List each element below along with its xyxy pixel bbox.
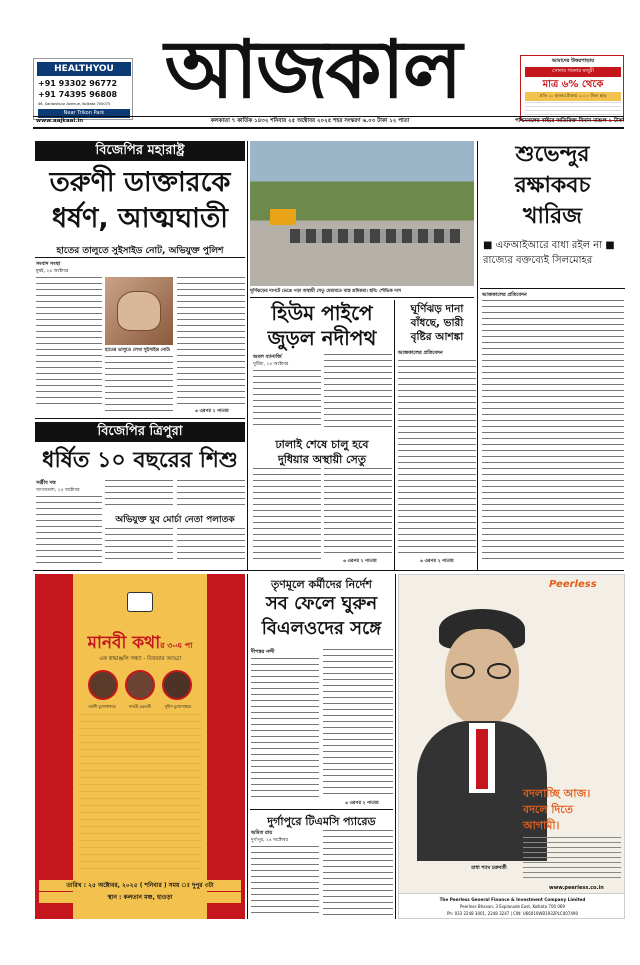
healthyou-phone-2: +91 74395 96808	[38, 90, 118, 99]
column-rule-2	[477, 141, 478, 570]
healthyou-phone-1: +91 93302 96772	[38, 79, 118, 88]
glasses-lens-left	[451, 663, 475, 679]
story4-headline-line-2[interactable]: বাঁধছে, ভারী	[410, 317, 464, 329]
story7-rule	[250, 809, 393, 810]
peerless-footer	[399, 893, 625, 919]
story3-body-col-3	[253, 468, 321, 563]
peerless-address: Peerless Bhavan, 3 Esplanade East, Kolkata 700 069	[460, 904, 565, 909]
story4-byline: আজকালের প্রতিবেদন	[398, 350, 443, 356]
glasses-icon	[451, 663, 513, 679]
event-ad-date: তারিখ : ২৫ অক্টোবর, ২০২৫ ( শনিবার ) সময় ঃ দুপুর ৩টা	[39, 880, 241, 891]
dateline-rule-bottom	[33, 127, 624, 129]
story1-subhead: হাতের তালুতে সুইসাইড নোট, অভিযুক্ত পুলিশ	[56, 246, 224, 256]
story3-headline-line-2[interactable]: জুড়ল নদীপথ	[267, 326, 377, 350]
story2-body-col-1	[36, 496, 102, 564]
story1-body-col-2	[105, 356, 173, 416]
story5-rule	[480, 288, 625, 289]
peerless-website[interactable]: www.peerless.co.in	[549, 885, 604, 891]
dateline-rule-top	[33, 116, 624, 117]
healthyou-ad[interactable]	[33, 58, 133, 120]
guest-name-3: সুদীপ মুখোপাধ্যায়	[164, 704, 192, 709]
jewellery-ad-line-3: মাত্র ৬% থেকে	[542, 79, 604, 90]
story3-headline-line-1[interactable]: হিউম পাইপে	[271, 301, 373, 325]
bridge-photo	[250, 141, 474, 286]
curtain-left	[35, 574, 73, 919]
story1-story2-rule	[35, 418, 245, 419]
fold-rule	[33, 570, 624, 571]
excavator-icon	[270, 209, 296, 225]
story1-dateline: মুম্বই, ২৪ অক্টোবর	[36, 269, 69, 274]
column-rule-5	[395, 574, 396, 919]
story1-headline-line-1[interactable]: তরুণী ডাক্তারকে	[49, 167, 231, 198]
guest-photo-3	[162, 670, 192, 700]
healthyou-logo: HEALTHYOU	[37, 62, 131, 76]
peerless-brand: Peerless	[549, 579, 597, 590]
story4-jump[interactable]: ৬ এরপর ২ পাতায়	[420, 559, 454, 564]
story1-headline-line-2[interactable]: ধর্ষণ, আত্মঘাতী	[51, 203, 228, 234]
story6-headline-line-2[interactable]: সব ফেলে ঘুরুন	[265, 593, 378, 614]
event-ad[interactable]	[35, 574, 245, 919]
story2-body-col-5	[177, 528, 245, 564]
event-ad-title-main: মানবী কথা	[87, 633, 161, 653]
story1-photo-caption: হাতের তালুতে লেখা সুইসাইড নোট।	[105, 348, 171, 353]
story2-subhead[interactable]: অভিযুক্ত যুব মোর্চা নেতা পলাতক	[115, 515, 235, 525]
event-ad-title-suffix: র ৩-এ পা	[160, 641, 193, 650]
jewellery-ad[interactable]	[520, 55, 624, 121]
dateline: কলকাতা ৭ কার্তিক ১৪৩২ শনিবার ২৫ অক্টোবর ২০২৫ শহর সংস্করণ ৬.০০ টাকা ১২ পাতা	[210, 118, 410, 124]
curtain-right	[207, 574, 245, 919]
column-rule-3	[394, 300, 395, 570]
story2-byline: সঞ্জীব দত্ত	[36, 480, 56, 486]
bridge-photo-caption: ঘূর্ণিঝড়ের দাপটে ভেঙে পড়া অস্থায়ী সেতু মেরামতে ব্যস্ত শ্রমিকরা। ছবি: শৌভিক দাস	[250, 289, 402, 294]
story6-body-col-2	[323, 649, 393, 798]
story4-body	[398, 360, 476, 556]
story3-byline: অমল ব্যানার্জি	[253, 354, 282, 360]
story3-subhead-line-2[interactable]: দুধিয়ার অস্থায়ী সেতু	[277, 453, 367, 466]
story7-byline: অমিত রায়	[251, 830, 273, 836]
guest-photo-2	[125, 670, 155, 700]
story2-dateline: আগরতলা, ২৪ অক্টোবর	[36, 488, 80, 493]
story4-headline-line-3[interactable]: বৃষ্টির আশঙ্কা	[410, 331, 464, 343]
story2-body-col-2	[105, 480, 173, 510]
bridge-structure	[290, 229, 460, 243]
peerless-ad[interactable]	[398, 574, 625, 919]
story3-body-col-4	[324, 468, 392, 556]
event-ad-subtitle: এক শ্রদ্ধাঞ্জলি সন্ধ্যা - বিজয়ার আড্ডা	[99, 656, 181, 662]
story1-photo	[105, 277, 173, 345]
portrait-tie	[476, 729, 488, 789]
story3-subhead-line-1[interactable]: ঢালাই শেষে চালু হবে	[275, 438, 369, 451]
story1-body-col-3	[177, 277, 245, 407]
photo-caption-rule	[250, 297, 474, 298]
event-ad-venue: স্থান : কলতান মঞ্চ, হাওড়া	[39, 892, 241, 903]
story1-tag: বিজেপির মহারাষ্ট্র	[35, 141, 245, 161]
story5-subhead: ■ এফআইআরে বাধা রইল না ■ রাজ্যের বক্তব্যেই সিলমোহর	[483, 240, 615, 266]
story3-dateline: ঘুটিয়া, ২৪ অক্টোবর	[253, 362, 289, 367]
story5-byline: আজকালের প্রতিবেদন	[482, 292, 527, 298]
event-ad-logo-icon	[127, 592, 153, 612]
price-note: পশ্চিমবঙ্গের বাইরে অতিরিক্ত বিমান মাশুল ১ টাকা	[515, 118, 624, 124]
story5-headline-line-1[interactable]: শুভেন্দুর	[515, 142, 590, 167]
story3-jump[interactable]: ৬ এরপর ২ পাতায়	[343, 559, 377, 564]
jewellery-ad-line-1: আমাদের উত্তরপাড়ায়	[551, 58, 595, 64]
peerless-ad-body	[523, 837, 621, 881]
story3-body-col-1	[253, 370, 321, 430]
story2-tag: বিজেপির ত্রিপুরা	[35, 422, 245, 442]
peerless-slogan-1: বদলাচ্ছি আজ।	[523, 787, 591, 800]
hand-note-icon	[117, 291, 161, 331]
guest-name-2: শাশ্বতী চক্রবর্তী	[129, 704, 151, 709]
story7-body-col-1	[251, 846, 319, 918]
story7-dateline: দুর্গাপুর, ২৪ অক্টোবর	[251, 838, 288, 843]
story1-byline: সংবাদ সংস্থা	[36, 261, 61, 267]
glasses-lens-right	[487, 663, 511, 679]
story2-body-col-3	[177, 480, 245, 510]
story2-headline[interactable]: ধর্ষিত ১০ বছরের শিশু	[42, 448, 238, 473]
event-ad-artwork	[79, 714, 201, 874]
masthead-logo[interactable]: আজকাল	[164, 22, 461, 116]
story5-body	[482, 300, 624, 560]
story6-byline: দীপঙ্কর নন্দী	[251, 649, 275, 655]
peerless-slogan-3: আগামী।	[523, 819, 560, 832]
jewellery-ad-line-2: সোনার গয়নার মজুরী	[525, 67, 621, 77]
story6-headline-line-1[interactable]: তৃণমূলে কর্মীদের নির্দেশ	[271, 578, 372, 591]
peerless-founder: রাধা শ্যাম চক্রবর্তী	[471, 865, 507, 871]
story7-body-col-2	[323, 830, 393, 918]
event-ad-title	[73, 630, 207, 658]
story4-headline-line-1[interactable]: ঘূর্ণিঝড় দানা	[410, 303, 464, 315]
story2-body-col-4	[105, 528, 173, 564]
peerless-company: The Peerless General Finance & Investment Company Limited	[439, 897, 586, 902]
peerless-contact: Ph: 033 2248 3001, 2248 3247 | CIN: U66010WB1932PLC007490	[447, 911, 578, 916]
story1-rule	[35, 257, 245, 258]
story1-body-col-1	[36, 277, 102, 407]
healthyou-landmark: Near Trikon Park	[38, 109, 130, 118]
story6-headline-line-3[interactable]: বিএলওদের সঙ্গে	[261, 618, 382, 639]
jewellery-ad-line-4: প্রতি ১০ হাজার টাকায় ১০০০ টাকা ছাড়	[525, 92, 621, 101]
peerless-slogan-2: বদলে দিতে	[523, 803, 573, 816]
healthyou-address: 46, Santoshpur Avenue, Kolkata 700075	[38, 102, 111, 106]
story5-headline-line-2[interactable]: রক্ষাকবচ	[514, 173, 591, 198]
site-url[interactable]: www.aajkaal.in	[36, 118, 84, 124]
guest-name-1: সর্বাণী মুখোপাধ্যায়	[88, 704, 116, 709]
column-rule-4	[247, 574, 248, 919]
story5-headline-line-3[interactable]: খারিজ	[523, 204, 582, 229]
story6-body-col-1	[251, 658, 319, 798]
masthead	[0, 0, 640, 130]
story6-jump[interactable]: ৬ এরপর ২ পাতায়	[345, 801, 379, 806]
story7-headline[interactable]: দুর্গাপুরে টিএমসি প্যারেড	[267, 815, 376, 828]
guest-photo-1	[88, 670, 118, 700]
story3-body-col-2	[324, 354, 392, 430]
story1-jump[interactable]: ৬ এরপর ২ পাতায়	[195, 409, 229, 414]
column-rule-1	[247, 141, 248, 570]
